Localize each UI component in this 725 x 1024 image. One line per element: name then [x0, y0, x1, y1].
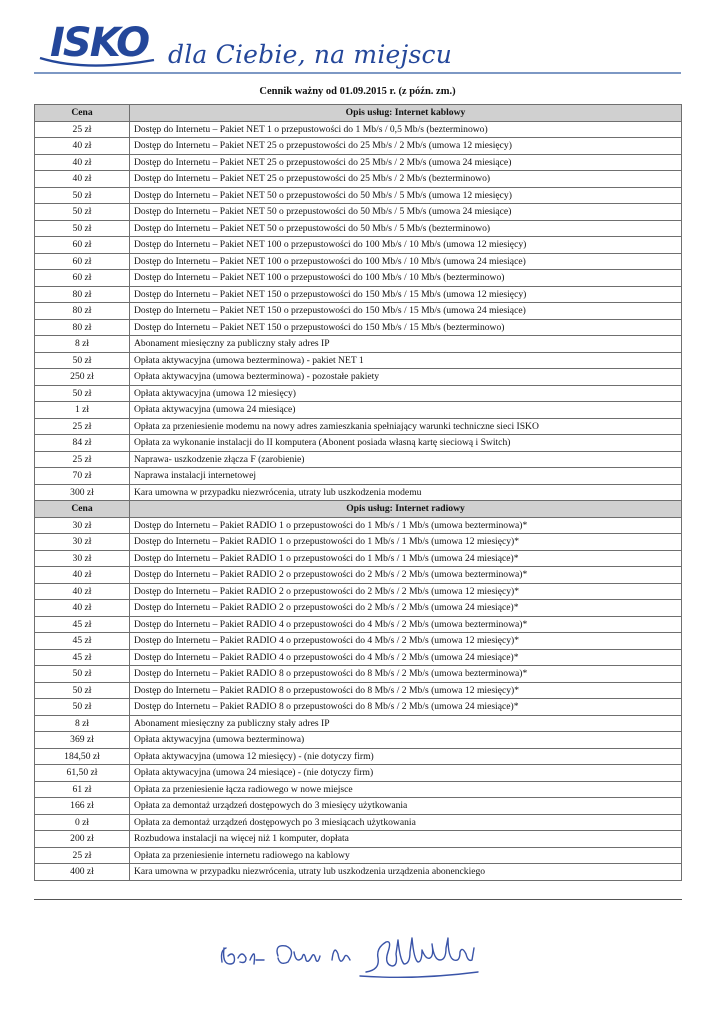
table-row: [35, 451, 682, 468]
price-cell: 200 zł: [35, 831, 130, 848]
price-cell: 40 zł: [35, 138, 130, 155]
price-cell: 80 zł: [35, 303, 130, 320]
price-cell: 84 zł: [35, 435, 130, 452]
table-row: [35, 600, 682, 617]
table-row: [35, 864, 682, 881]
table-row: [35, 468, 682, 485]
table-row: [35, 633, 682, 650]
table-row: [35, 831, 682, 848]
description-cell: Abonament miesięczny za publiczny stały adres IP: [130, 715, 682, 732]
description-cell: Dostęp do Internetu – Pakiet RADIO 1 o przepustowości do 1 Mb/s / 1 Mb/s (umowa bezterminowa)*: [130, 517, 682, 534]
description-cell: Opłata za przeniesienie internetu radiowego na kablowy: [130, 847, 682, 864]
description-cell: Dostęp do Internetu – Pakiet NET 150 o przepustowości do 150 Mb/s / 15 Mb/s (umowa 12 miesięcy): [130, 286, 682, 303]
description-column-header: Opis usług: Internet radiowy: [130, 501, 682, 518]
description-cell: Opłata aktywacyjna (umowa 12 miesięcy): [130, 385, 682, 402]
header-divider: [34, 72, 681, 74]
price-cell: 60 zł: [35, 253, 130, 270]
table-row: [35, 798, 682, 815]
price-column-header: Cena: [35, 501, 130, 518]
price-cell: 400 zł: [35, 864, 130, 881]
price-cell: 61 zł: [35, 781, 130, 798]
description-cell: Dostęp do Internetu – Pakiet NET 100 o przepustowości do 100 Mb/s / 10 Mb/s (umowa 24 miesiące): [130, 253, 682, 270]
description-cell: Opłata aktywacyjna (umowa bezterminowa) - pozostałe pakiety: [130, 369, 682, 386]
logo: [36, 14, 636, 76]
footer-divider: [34, 899, 682, 900]
price-cell: 30 zł: [35, 534, 130, 551]
table-row: [35, 814, 682, 831]
price-cell: 40 zł: [35, 600, 130, 617]
description-cell: Dostęp do Internetu – Pakiet NET 50 o przepustowości do 50 Mb/s / 5 Mb/s (umowa 12 miesięcy): [130, 187, 682, 204]
description-cell: Dostęp do Internetu – Pakiet RADIO 1 o przepustowości do 1 Mb/s / 1 Mb/s (umowa 12 miesięcy)*: [130, 534, 682, 551]
table-row: [35, 484, 682, 501]
table-row: [35, 352, 682, 369]
table-row: [35, 699, 682, 716]
price-cell: 8 zł: [35, 336, 130, 353]
price-cell: 50 zł: [35, 220, 130, 237]
table-row: [35, 154, 682, 171]
table-row: [35, 847, 682, 864]
price-cell: 45 zł: [35, 616, 130, 633]
description-cell: Opłata aktywacyjna (umowa 24 miesiące) - (nie dotyczy firm): [130, 765, 682, 782]
table-row: [35, 237, 682, 254]
description-cell: Dostęp do Internetu – Pakiet RADIO 8 o przepustowości do 8 Mb/s / 2 Mb/s (umowa bezterminowa)*: [130, 666, 682, 683]
description-cell: Dostęp do Internetu – Pakiet RADIO 4 o przepustowości do 4 Mb/s / 2 Mb/s (umowa bezterminowa)*: [130, 616, 682, 633]
table-row: [35, 418, 682, 435]
description-column-header: Opis usług: Internet kablowy: [130, 105, 682, 122]
price-cell: 184,50 zł: [35, 748, 130, 765]
price-cell: 30 zł: [35, 517, 130, 534]
section-header: [35, 105, 682, 122]
price-cell: 250 zł: [35, 369, 130, 386]
price-cell: 30 zł: [35, 550, 130, 567]
price-cell: 50 zł: [35, 187, 130, 204]
description-cell: Dostęp do Internetu – Pakiet RADIO 8 o przepustowości do 8 Mb/s / 2 Mb/s (umowa 12 miesięcy)*: [130, 682, 682, 699]
table-row: [35, 253, 682, 270]
price-cell: 50 zł: [35, 204, 130, 221]
table-row: [35, 550, 682, 567]
description-cell: Dostęp do Internetu – Pakiet NET 1 o przepustowości do 1 Mb/s / 0,5 Mb/s (bezterminowo): [130, 121, 682, 138]
description-cell: Opłata aktywacyjna (umowa bezterminowa): [130, 732, 682, 749]
description-cell: Kara umowna w przypadku niezwrócenia, utraty lub uszkodzenia modemu: [130, 484, 682, 501]
price-cell: 50 zł: [35, 666, 130, 683]
description-cell: Dostęp do Internetu – Pakiet NET 150 o przepustowości do 150 Mb/s / 15 Mb/s (umowa 24 miesiące): [130, 303, 682, 320]
description-cell: Dostęp do Internetu – Pakiet RADIO 2 o przepustowości do 2 Mb/s / 2 Mb/s (umowa 24 miesiące)*: [130, 600, 682, 617]
table-row: [35, 765, 682, 782]
price-cell: 1 zł: [35, 402, 130, 419]
description-cell: Kara umowna w przypadku niezwrócenia, utraty lub uszkodzenia urządzenia abonenckiego: [130, 864, 682, 881]
table-row: [35, 402, 682, 419]
signature-image: [216, 930, 516, 986]
table-row: [35, 138, 682, 155]
price-cell: 25 zł: [35, 847, 130, 864]
description-cell: Opłata aktywacyjna (umowa bezterminowa) - pakiet NET 1: [130, 352, 682, 369]
table-row: [35, 666, 682, 683]
price-cell: 25 zł: [35, 418, 130, 435]
description-cell: Dostęp do Internetu – Pakiet NET 25 o przepustowości do 25 Mb/s / 2 Mb/s (umowa 12 miesięcy): [130, 138, 682, 155]
description-cell: Dostęp do Internetu – Pakiet NET 100 o przepustowości do 100 Mb/s / 10 Mb/s (bezterminowo): [130, 270, 682, 287]
description-cell: Opłata za wykonanie instalacji do II komputera (Abonent posiada własną kartę sieciową i Switch): [130, 435, 682, 452]
price-cell: 50 zł: [35, 699, 130, 716]
description-cell: Opłata za demontaż urządzeń dostępowych po 3 miesiącach użytkowania: [130, 814, 682, 831]
price-cell: 40 zł: [35, 154, 130, 171]
price-cell: 80 zł: [35, 319, 130, 336]
price-cell: 40 zł: [35, 583, 130, 600]
price-cell: 60 zł: [35, 237, 130, 254]
description-cell: Dostęp do Internetu – Pakiet RADIO 1 o przepustowości do 1 Mb/s / 1 Mb/s (umowa 24 miesiące)*: [130, 550, 682, 567]
table-row: [35, 435, 682, 452]
price-cell: 369 zł: [35, 732, 130, 749]
isko-logo-mark: [36, 14, 176, 74]
price-cell: 70 zł: [35, 468, 130, 485]
description-cell: Dostęp do Internetu – Pakiet RADIO 4 o przepustowości do 4 Mb/s / 2 Mb/s (umowa 24 miesiące)*: [130, 649, 682, 666]
table-row: [35, 171, 682, 188]
price-cell: 50 zł: [35, 682, 130, 699]
description-cell: Dostęp do Internetu – Pakiet RADIO 2 o przepustowości do 2 Mb/s / 2 Mb/s (umowa 12 miesięcy)*: [130, 583, 682, 600]
description-cell: Dostęp do Internetu – Pakiet RADIO 2 o przepustowości do 2 Mb/s / 2 Mb/s (umowa bezterminowa)*: [130, 567, 682, 584]
logo-tagline: dla Ciebie, na miejscu: [168, 40, 452, 69]
description-cell: Opłata aktywacyjna (umowa 24 miesiące): [130, 402, 682, 419]
description-cell: Opłata aktywacyjna (umowa 12 miesięcy) - (nie dotyczy firm): [130, 748, 682, 765]
table-row: [35, 732, 682, 749]
price-cell: 25 zł: [35, 121, 130, 138]
table-row: [35, 220, 682, 237]
table-row: [35, 336, 682, 353]
description-cell: Dostęp do Internetu – Pakiet NET 25 o przepustowości do 25 Mb/s / 2 Mb/s (umowa 24 miesiące): [130, 154, 682, 171]
price-cell: 45 zł: [35, 649, 130, 666]
description-cell: Naprawa instalacji internetowej: [130, 468, 682, 485]
price-cell: 40 zł: [35, 567, 130, 584]
table-row: [35, 303, 682, 320]
description-cell: Opłata za przeniesienie modemu na nowy adres zamieszkania spełniający warunki techniczne sieci ISKO: [130, 418, 682, 435]
logo-text: ISKO: [50, 20, 149, 66]
table-row: [35, 286, 682, 303]
description-cell: Naprawa- uszkodzenie złącza F (zarobienie): [130, 451, 682, 468]
description-cell: Abonament miesięczny za publiczny stały adres IP: [130, 336, 682, 353]
price-cell: 61,50 zł: [35, 765, 130, 782]
description-cell: Opłata za przeniesienie łącza radiowego w nowe miejsce: [130, 781, 682, 798]
table-row: [35, 616, 682, 633]
price-cell: 80 zł: [35, 286, 130, 303]
description-cell: Dostęp do Internetu – Pakiet NET 50 o przepustowości do 50 Mb/s / 5 Mb/s (umowa 24 miesiące): [130, 204, 682, 221]
table-row: [35, 187, 682, 204]
price-column-header: Cena: [35, 105, 130, 122]
table-row: [35, 649, 682, 666]
table-row: [35, 319, 682, 336]
table-row: [35, 385, 682, 402]
description-cell: Dostęp do Internetu – Pakiet NET 100 o przepustowości do 100 Mb/s / 10 Mb/s (umowa 12 miesięcy): [130, 237, 682, 254]
table-row: [35, 369, 682, 386]
price-cell: 25 zł: [35, 451, 130, 468]
document-title: Cennik ważny od 01.09.2015 r. (z późn. zm.): [259, 86, 456, 97]
price-table: [34, 104, 682, 881]
table-row: [35, 748, 682, 765]
price-cell: 60 zł: [35, 270, 130, 287]
price-cell: 300 zł: [35, 484, 130, 501]
table-row: [35, 682, 682, 699]
table-row: [35, 204, 682, 221]
price-cell: 0 zł: [35, 814, 130, 831]
table-row: [35, 121, 682, 138]
price-cell: 8 zł: [35, 715, 130, 732]
description-cell: Dostęp do Internetu – Pakiet RADIO 8 o przepustowości do 8 Mb/s / 2 Mb/s (umowa 24 miesiące)*: [130, 699, 682, 716]
price-cell: 50 zł: [35, 352, 130, 369]
section-header: [35, 501, 682, 518]
description-cell: Rozbudowa instalacji na więcej niż 1 komputer, dopłata: [130, 831, 682, 848]
table-row: [35, 781, 682, 798]
price-cell: 166 zł: [35, 798, 130, 815]
price-cell: 40 zł: [35, 171, 130, 188]
price-cell: 45 zł: [35, 633, 130, 650]
description-cell: Dostęp do Internetu – Pakiet NET 25 o przepustowości do 25 Mb/s / 2 Mb/s (bezterminowo): [130, 171, 682, 188]
table-row: [35, 567, 682, 584]
table-row: [35, 517, 682, 534]
description-cell: Dostęp do Internetu – Pakiet NET 150 o przepustowości do 150 Mb/s / 15 Mb/s (bezterminowo): [130, 319, 682, 336]
price-cell: 50 zł: [35, 385, 130, 402]
table-row: [35, 715, 682, 732]
description-cell: Opłata za demontaż urządzeń dostępowych do 3 miesięcy użytkowania: [130, 798, 682, 815]
description-cell: Dostęp do Internetu – Pakiet RADIO 4 o przepustowości do 4 Mb/s / 2 Mb/s (umowa 12 miesięcy)*: [130, 633, 682, 650]
table-row: [35, 583, 682, 600]
table-row: [35, 534, 682, 551]
description-cell: Dostęp do Internetu – Pakiet NET 50 o przepustowości do 50 Mb/s / 5 Mb/s (bezterminowo): [130, 220, 682, 237]
table-row: [35, 270, 682, 287]
